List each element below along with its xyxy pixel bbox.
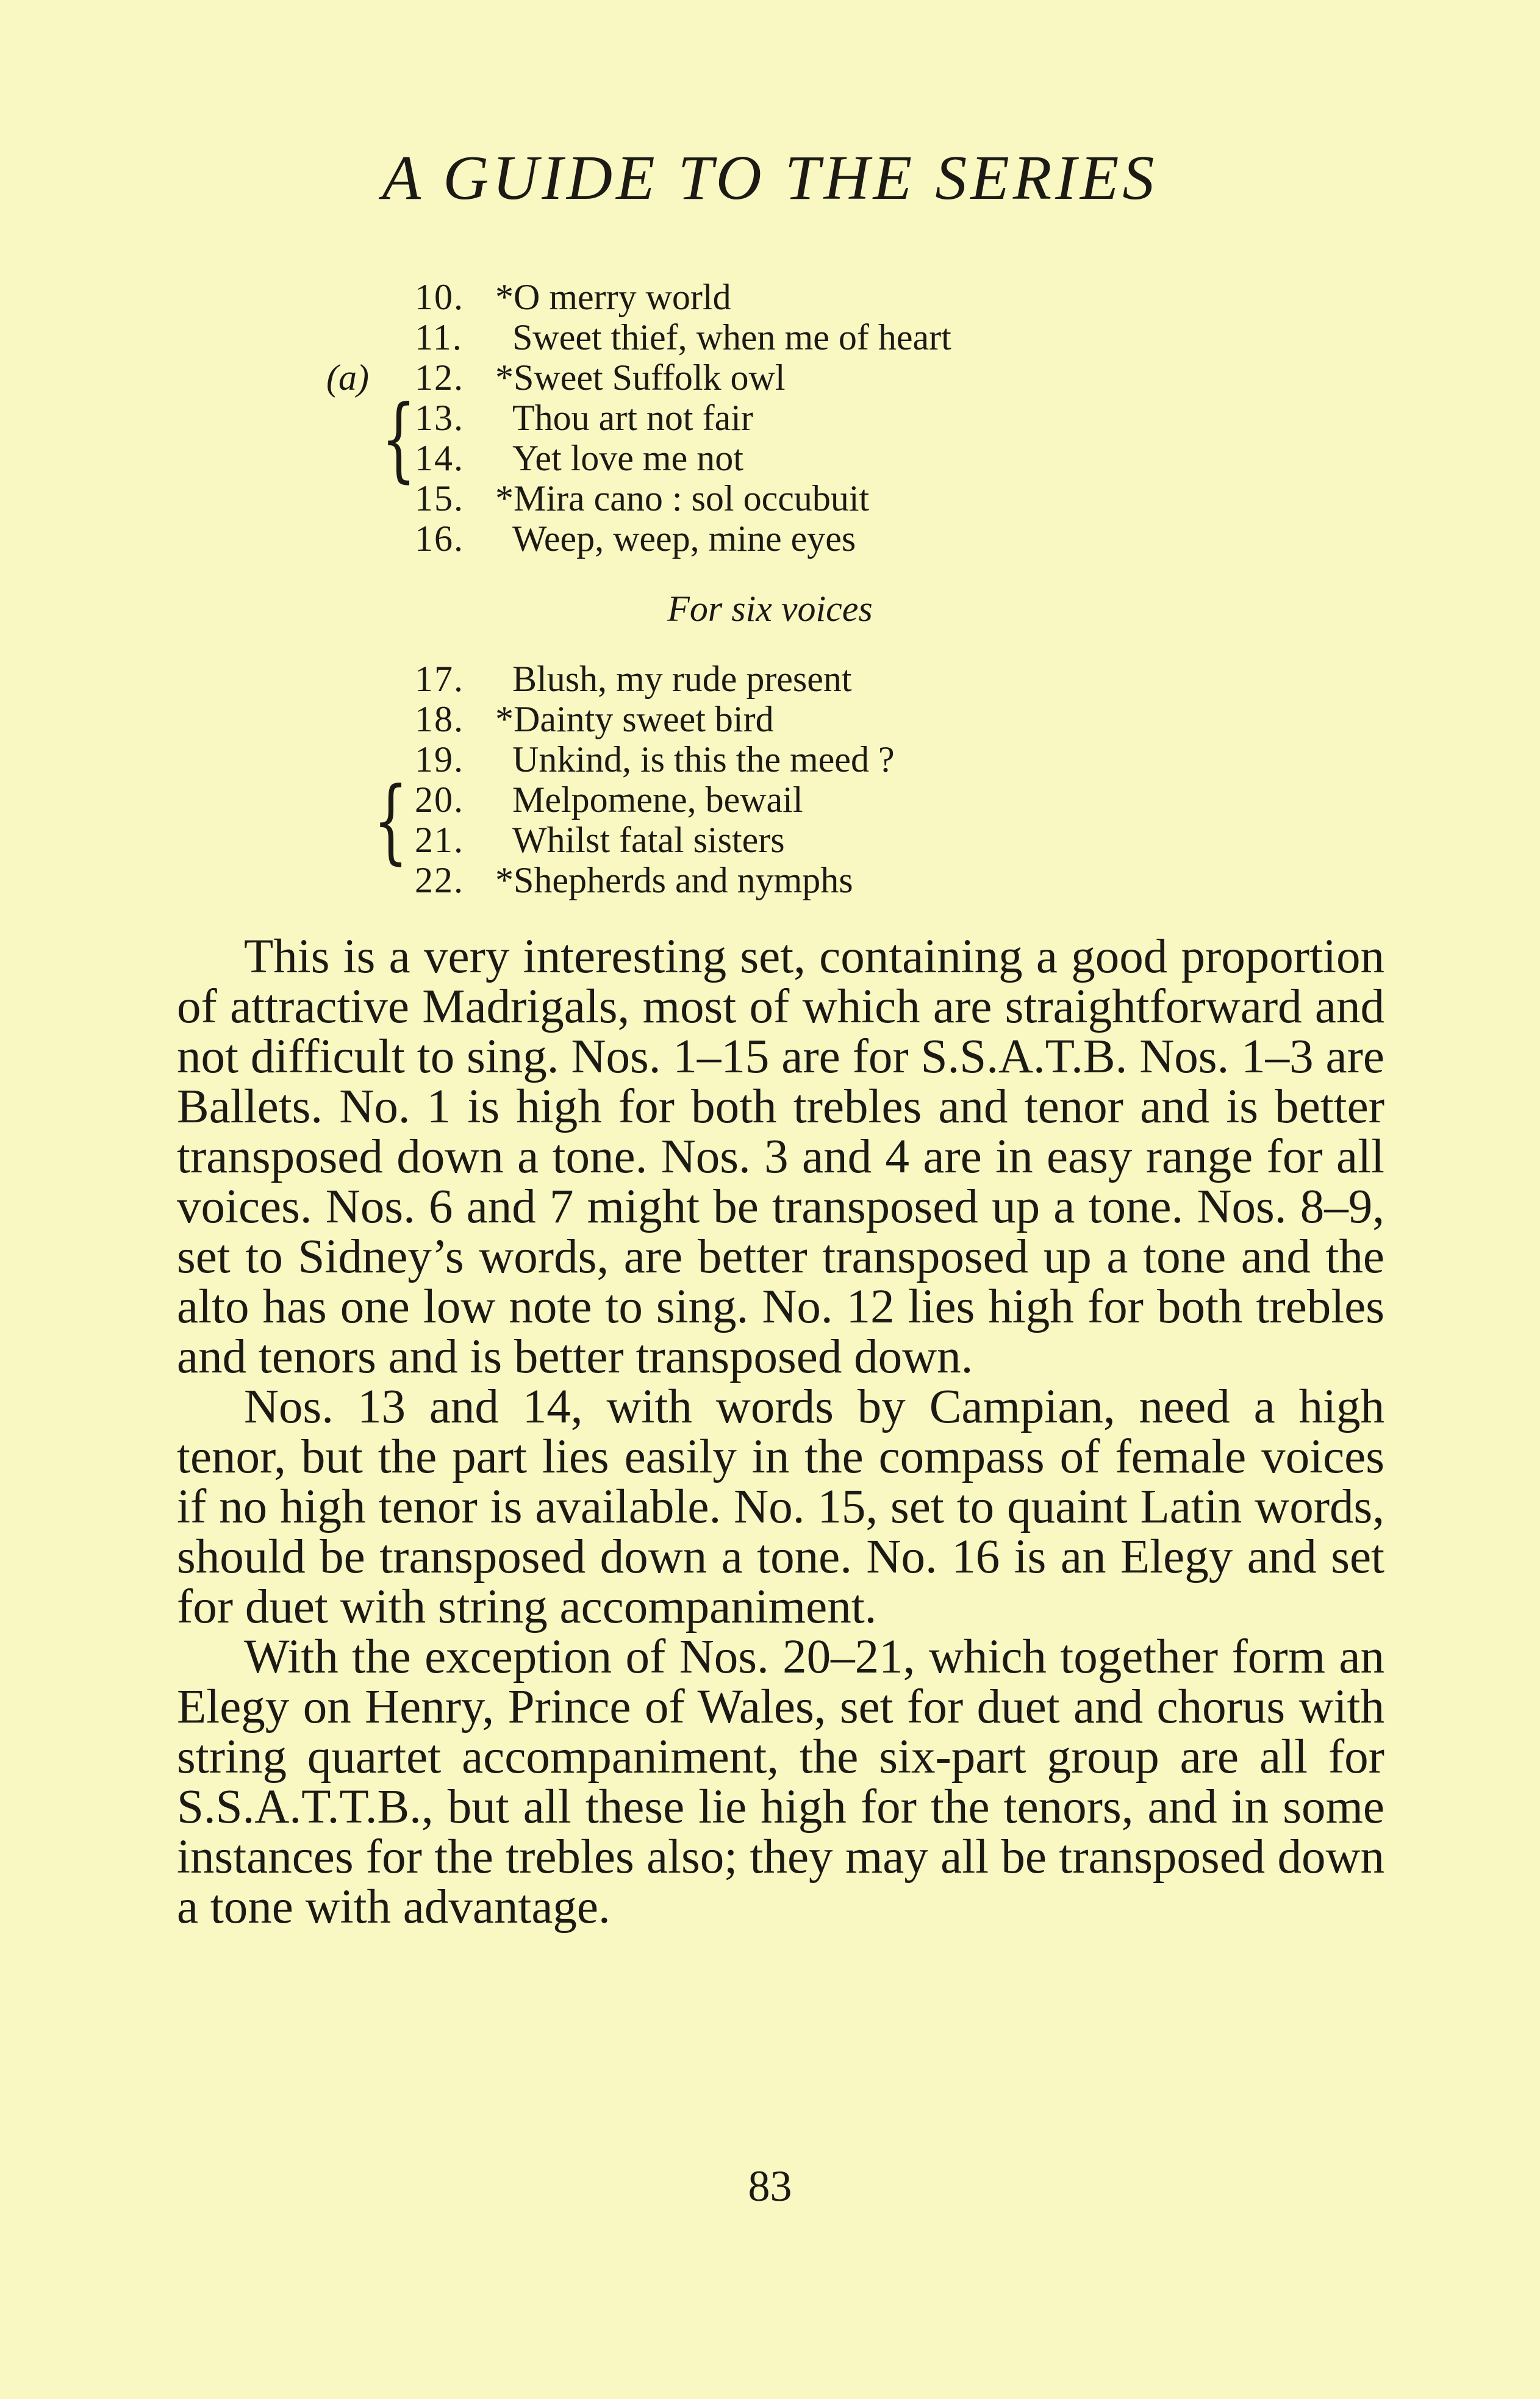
list-item-number: 11. [415, 317, 463, 357]
list-item-title: Unkind, is this the meed ? [512, 739, 895, 780]
list-item-title: Thou art not fair [512, 398, 753, 438]
list-item-number: 20. [415, 780, 464, 820]
commentary-body [177, 932, 1384, 1932]
list-item-title: *Mira cano : sol occubuit [495, 478, 870, 518]
list-item-number: 19. [415, 739, 464, 780]
list-item-number: 15. [415, 478, 464, 518]
list-item-number: 14. [415, 438, 464, 478]
list-item-title: Whilst fatal sisters [512, 820, 785, 860]
list-item-number: 13. [415, 398, 464, 438]
list-item-title: *Shepherds and nymphs [495, 860, 853, 900]
list-item-marker: (a) [326, 357, 369, 398]
list-item-number: 12. [415, 357, 464, 398]
list-item-number: 18. [415, 699, 464, 739]
list-item-number: 22. [415, 860, 464, 900]
list-item-number: 17. [415, 659, 464, 699]
section-heading: For six voices [667, 589, 873, 629]
paragraph: With the exception of Nos. 20–21, which together form an Elegy on Henry, Prince of Wales, set for duet and chorus with string quartet accompaniment, the six-part group are all for S.S.A.T.T.B., but all these lie high for the tenors, and in some instances for the trebles also; they may all be transposed down a tone with advantage. [177, 1630, 1384, 1934]
list-item-title: *Dainty sweet bird [495, 699, 774, 739]
list-item-title: Yet love me not [512, 438, 743, 478]
list-item-title: Weep, weep, mine eyes [512, 518, 856, 559]
list-item-number: 10. [415, 277, 464, 317]
list-item-title: *Sweet Suffolk owl [495, 357, 786, 398]
paragraph: This is a very interesting set, containing a good proportion of attractive Madrigals, most of which are straightforward and not difficult to sing. Nos. 1–15 are for S.S.A.T.B. Nos. 1–3 are Ballets. No. 1 is high for both trebles and tenor and is better transposed down a tone. Nos. 3 and 4 are in easy range for all voices. Nos. 6 and 7 might be transposed up a tone. Nos. 8–9, set to Sidney’s words, are better transposed up a tone and the alto has one low note to sing. No. 12 lies high for both trebles and tenors and is better transposed down. [177, 930, 1384, 1383]
list-item-title: Melpomene, bewail [512, 780, 803, 820]
paragraph: Nos. 13 and 14, with words by Campian, need a high tenor, but the part lies easily in the compass of female voices if no high tenor is available. No. 15, set to quaint Latin words, should be transposed down a tone. No. 16 is an Elegy and set for duet with string accompaniment. [177, 1380, 1384, 1633]
running-title: A GUIDE TO THE SERIES [382, 143, 1158, 213]
grouping-brace: { [381, 386, 417, 492]
list-item-title: *O merry world [495, 277, 731, 317]
grouping-brace: { [373, 768, 409, 874]
list-item-title: Blush, my rude present [512, 659, 852, 699]
page-number: 83 [748, 2162, 792, 2211]
list-item-title: Sweet thief, when me of heart [512, 317, 951, 357]
list-item-number: 16. [415, 518, 464, 559]
list-item-number: 21. [415, 820, 464, 860]
